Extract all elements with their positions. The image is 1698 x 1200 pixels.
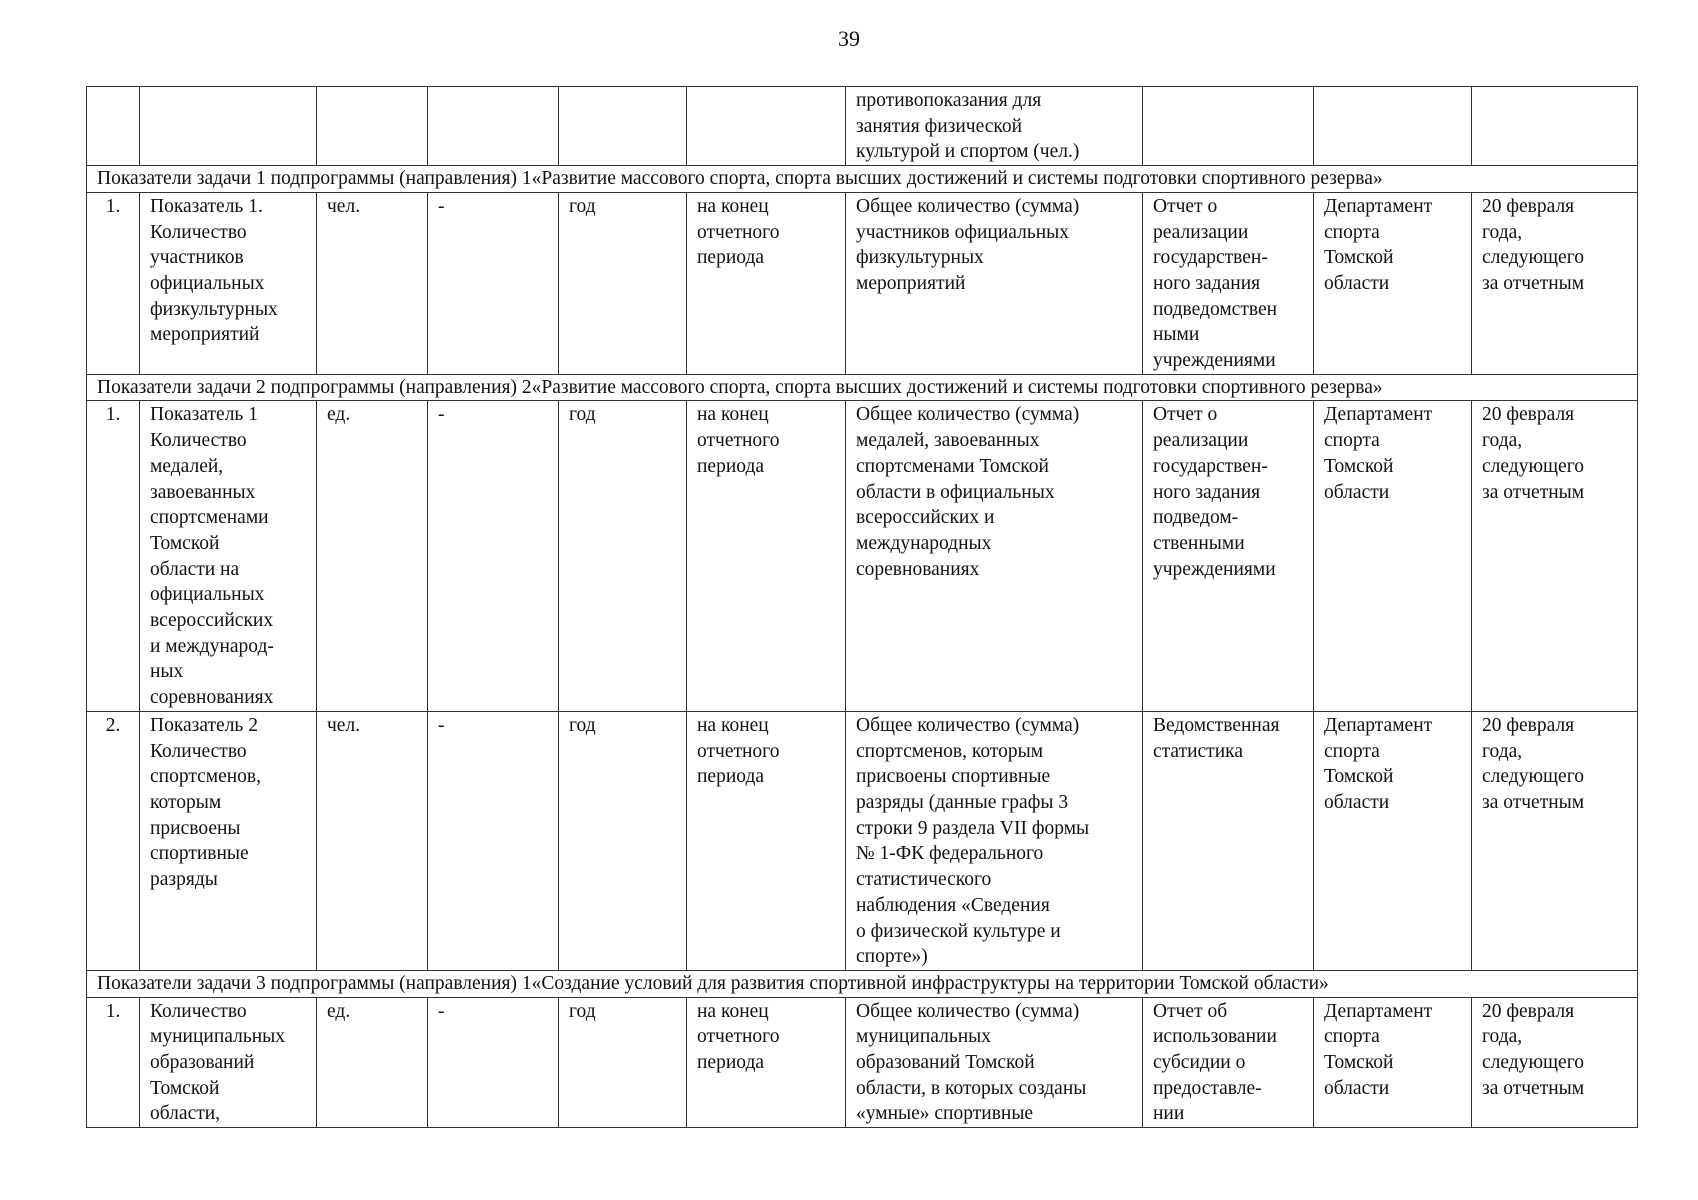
cell-when bbox=[687, 87, 846, 166]
section-title: Показатели задачи 2 подпрограммы (направления) 2«Развитие массового спорта, спорта высших достижений и системы подготовки спортивного резерва» bbox=[87, 374, 1638, 401]
table-row bbox=[87, 401, 1638, 711]
section-header bbox=[87, 166, 1638, 193]
continuation-row bbox=[87, 87, 1638, 166]
cell-deadline: 20 февраля года, следующего за отчетным bbox=[1472, 997, 1638, 1128]
cell-source: Ведомственная статистика bbox=[1143, 711, 1314, 970]
cell-unit: чел. bbox=[317, 192, 428, 374]
table-row bbox=[87, 711, 1638, 970]
cell-period: год bbox=[559, 401, 687, 711]
section-header bbox=[87, 970, 1638, 997]
cell-period: год bbox=[559, 997, 687, 1128]
cell-method: противопоказания для занятия физической культурой и спортом (чел.) bbox=[846, 87, 1143, 166]
cell-deadline bbox=[1472, 87, 1638, 166]
cell-deadline: 20 февраля года, следующего за отчетным bbox=[1472, 401, 1638, 711]
cell-num: 1. bbox=[87, 401, 140, 711]
cell-name: Показатель 2 Количество спортсменов, которым присвоены спортивные разряды bbox=[140, 711, 317, 970]
cell-period: год bbox=[559, 192, 687, 374]
cell-unit: ед. bbox=[317, 997, 428, 1128]
cell-num: 1. bbox=[87, 997, 140, 1128]
cell-when: на конец отчетного периода bbox=[687, 192, 846, 374]
table-row bbox=[87, 192, 1638, 374]
cell-unit: чел. bbox=[317, 711, 428, 970]
cell-responsible: Департамент спорта Томской области bbox=[1314, 711, 1472, 970]
cell-source: Отчет о реализации государствен- ного задания подведомствен ными учреждениями bbox=[1143, 192, 1314, 374]
cell-deadline: 20 февраля года, следующего за отчетным bbox=[1472, 192, 1638, 374]
cell-num: 2. bbox=[87, 711, 140, 970]
cell-source: Отчет об использовании субсидии о предоставле- нии bbox=[1143, 997, 1314, 1128]
cell-name: Показатель 1. Количество участников официальных физкультурных мероприятий bbox=[140, 192, 317, 374]
cell-dash: - bbox=[428, 192, 559, 374]
cell-unit bbox=[317, 87, 428, 166]
section-title: Показатели задачи 1 подпрограммы (направления) 1«Развитие массового спорта, спорта высших достижений и системы подготовки спортивного резерва» bbox=[87, 166, 1638, 193]
cell-num: 1. bbox=[87, 192, 140, 374]
page-number: 39 bbox=[838, 26, 860, 51]
cell-deadline: 20 февраля года, следующего за отчетным bbox=[1472, 711, 1638, 970]
cell-source: Отчет о реализации государствен- ного задания подведом- ственными учреждениями bbox=[1143, 401, 1314, 711]
cell-num bbox=[87, 87, 140, 166]
indicators-table bbox=[86, 86, 1638, 1128]
cell-source bbox=[1143, 87, 1314, 166]
cell-period: год bbox=[559, 711, 687, 970]
cell-method: Общее количество (сумма) медалей, завоеванных спортсменами Томской области в официальных всероссийских и международных соревнованиях bbox=[846, 401, 1143, 711]
cell-responsible: Департамент спорта Томской области bbox=[1314, 997, 1472, 1128]
section-title: Показатели задачи 3 подпрограммы (направления) 1«Создание условий для развития спортивной инфраструктуры на территории Томской области» bbox=[87, 970, 1638, 997]
cell-name: Показатель 1 Количество медалей, завоеванных спортсменами Томской области на официальных всероссийских и международ- ных соревнованиях bbox=[140, 401, 317, 711]
cell-responsible: Департамент спорта Томской области bbox=[1314, 401, 1472, 711]
cell-dash: - bbox=[428, 997, 559, 1128]
cell-when: на конец отчетного периода bbox=[687, 401, 846, 711]
cell-responsible bbox=[1314, 87, 1472, 166]
cell-name: Количество муниципальных образований Томской области, bbox=[140, 997, 317, 1128]
cell-responsible: Департамент спорта Томской области bbox=[1314, 192, 1472, 374]
cell-method: Общее количество (сумма) муниципальных образований Томской области, в которых созданы «умные» спортивные bbox=[846, 997, 1143, 1128]
cell-unit: ед. bbox=[317, 401, 428, 711]
cell-dash: - bbox=[428, 401, 559, 711]
table-row bbox=[87, 997, 1638, 1128]
section-header bbox=[87, 374, 1638, 401]
cell-dash bbox=[428, 87, 559, 166]
cell-when: на конец отчетного периода bbox=[687, 997, 846, 1128]
cell-dash: - bbox=[428, 711, 559, 970]
cell-when: на конец отчетного периода bbox=[687, 711, 846, 970]
cell-method: Общее количество (сумма) участников официальных физкультурных мероприятий bbox=[846, 192, 1143, 374]
cell-name bbox=[140, 87, 317, 166]
cell-method: Общее количество (сумма) спортсменов, которым присвоены спортивные разряды (данные графы 3 строки 9 раздела VII формы № 1-ФК федерального статистического наблюдения «Сведения о физической культуре и спорте») bbox=[846, 711, 1143, 970]
cell-period bbox=[559, 87, 687, 166]
